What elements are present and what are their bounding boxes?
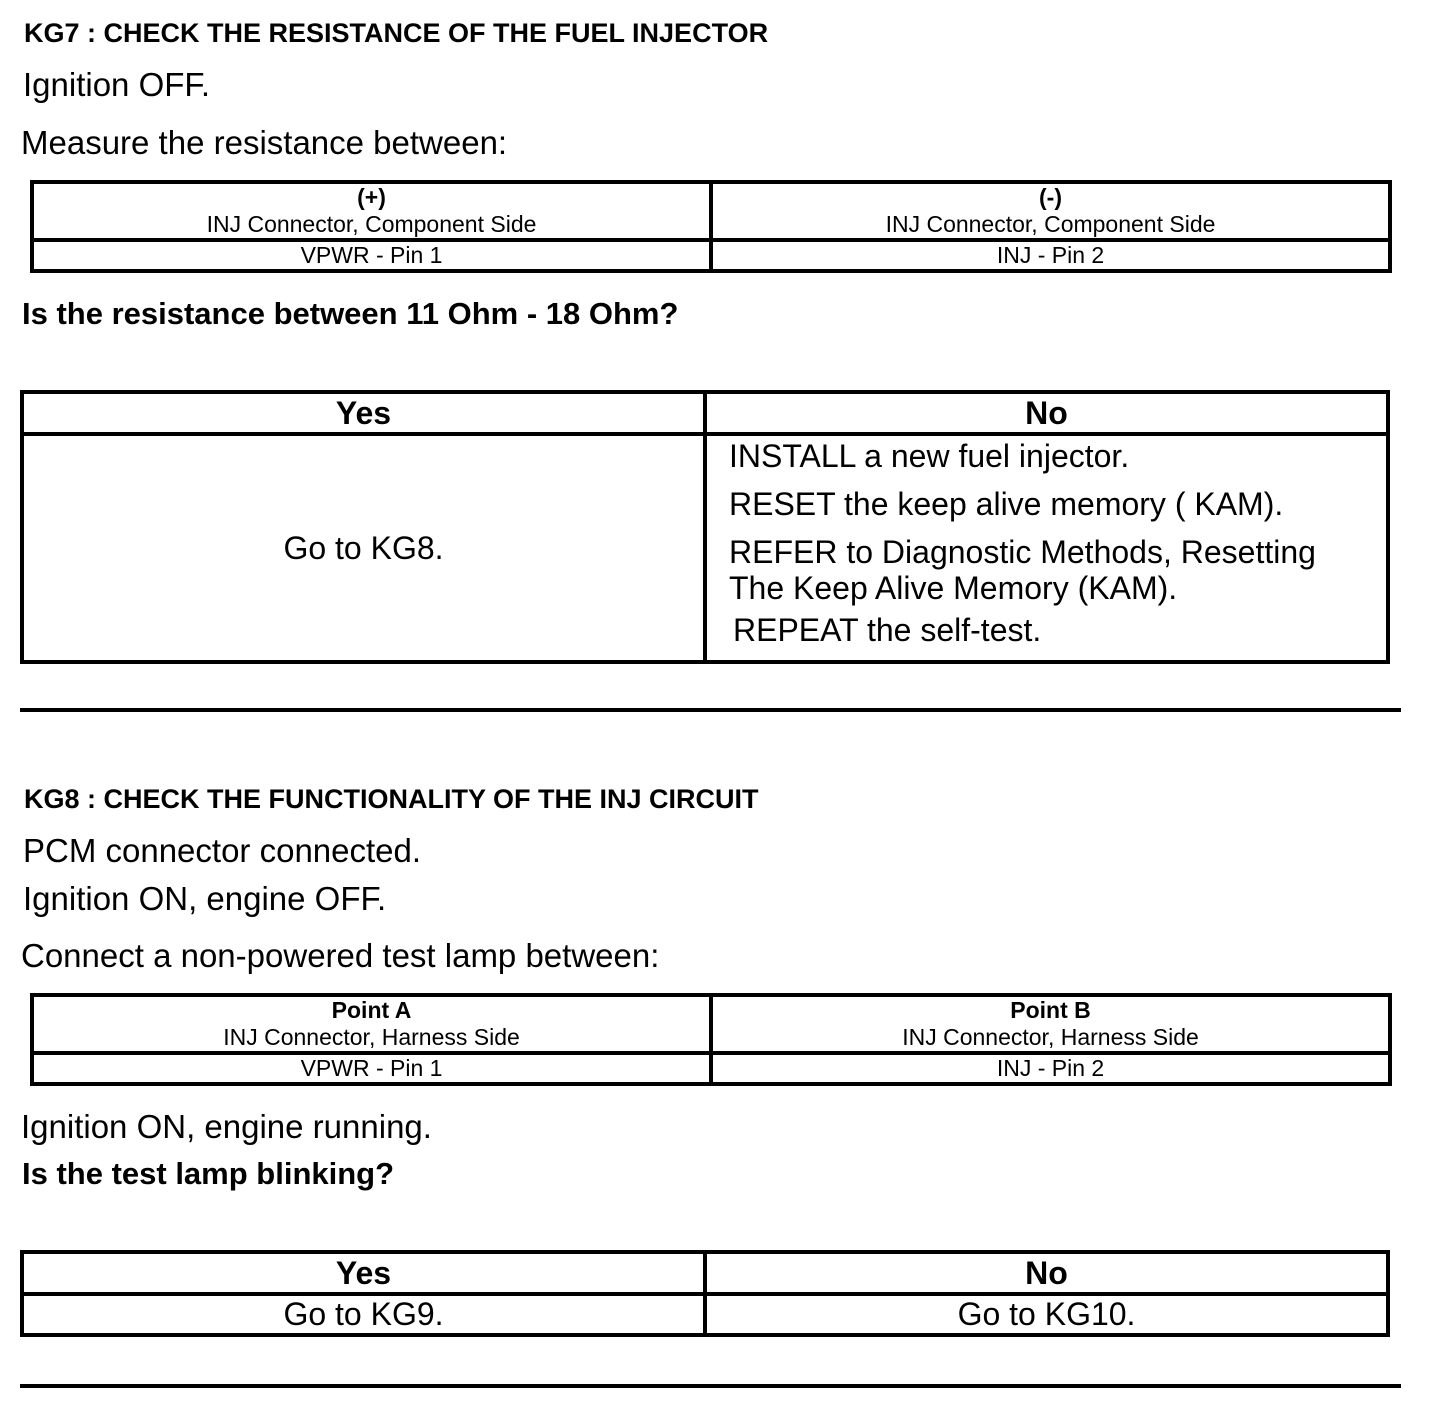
kg8-question: Is the test lamp blinking? — [22, 1156, 395, 1191]
kg8-yes-action: Go to KG9. — [22, 1294, 705, 1335]
kg7-decision-table — [20, 390, 1390, 664]
kg7-no-header: No — [705, 392, 1388, 434]
kg7-negative-pin: INJ - Pin 2 — [711, 240, 1390, 271]
kg7-step-measure: Measure the resistance between: — [21, 124, 508, 161]
kg8-no-header: No — [705, 1252, 1388, 1294]
kg7-no-action-install: INSTALL a new fuel injector. — [729, 438, 1130, 474]
kg7-positive-pin: VPWR - Pin 1 — [32, 240, 711, 271]
section-divider — [20, 708, 1401, 712]
kg8-point-b-pin: INJ - Pin 2 — [711, 1053, 1390, 1084]
kg7-heading: KG7 : CHECK THE RESISTANCE OF THE FUEL INJECTOR — [24, 18, 769, 48]
kg8-step-pcm: PCM connector connected. — [23, 832, 422, 869]
kg7-yes-action: Go to KG8. — [22, 434, 705, 662]
kg8-point-b-label: Point B — [1010, 997, 1091, 1023]
kg8-point-a-connector: INJ Connector, Harness Side — [223, 1024, 520, 1050]
kg8-point-a-label: Point A — [331, 997, 412, 1023]
kg8-point-a-pin: VPWR - Pin 1 — [32, 1053, 711, 1084]
kg8-heading: KG8 : CHECK THE FUNCTIONALITY OF THE INJ CIRCUIT — [24, 784, 759, 814]
kg8-decision-table — [20, 1250, 1390, 1337]
bottom-divider — [20, 1384, 1401, 1388]
kg7-no-action-reset: RESET the keep alive memory ( KAM). — [729, 486, 1284, 522]
kg7-positive-header — [32, 182, 711, 240]
kg7-negative-header — [711, 182, 1390, 240]
kg8-step-connect: Connect a non-powered test lamp between: — [21, 937, 660, 974]
kg7-measurement-table — [30, 180, 1392, 273]
kg8-no-action: Go to KG10. — [705, 1294, 1388, 1335]
kg8-point-b-connector: INJ Connector, Harness Side — [902, 1024, 1199, 1050]
kg7-yes-header: Yes — [22, 392, 705, 434]
kg8-step-engine-running: Ignition ON, engine running. — [21, 1108, 432, 1145]
kg8-point-b-header — [711, 995, 1390, 1053]
kg7-positive-connector: INJ Connector, Component Side — [206, 211, 537, 237]
kg8-point-a-header — [32, 995, 711, 1053]
kg7-no-actions — [705, 434, 1388, 662]
kg8-test-lamp-table — [30, 993, 1392, 1086]
kg8-yes-header: Yes — [22, 1252, 705, 1294]
kg8-step-ignition: Ignition ON, engine OFF. — [23, 880, 387, 917]
kg7-question: Is the resistance between 11 Ohm - 18 Ohm? — [22, 296, 679, 331]
kg7-step-ignition: Ignition OFF. — [23, 66, 211, 103]
kg7-positive-sign: (+) — [357, 184, 386, 210]
kg7-no-action-repeat: REPEAT the self-test. — [733, 612, 1042, 648]
kg7-no-action-refer: REFER to Diagnostic Methods, Resetting The Keep Alive Memory (KAM). — [729, 534, 1316, 606]
kg7-negative-connector: INJ Connector, Component Side — [885, 211, 1216, 237]
kg7-negative-sign: (-) — [1039, 184, 1062, 210]
